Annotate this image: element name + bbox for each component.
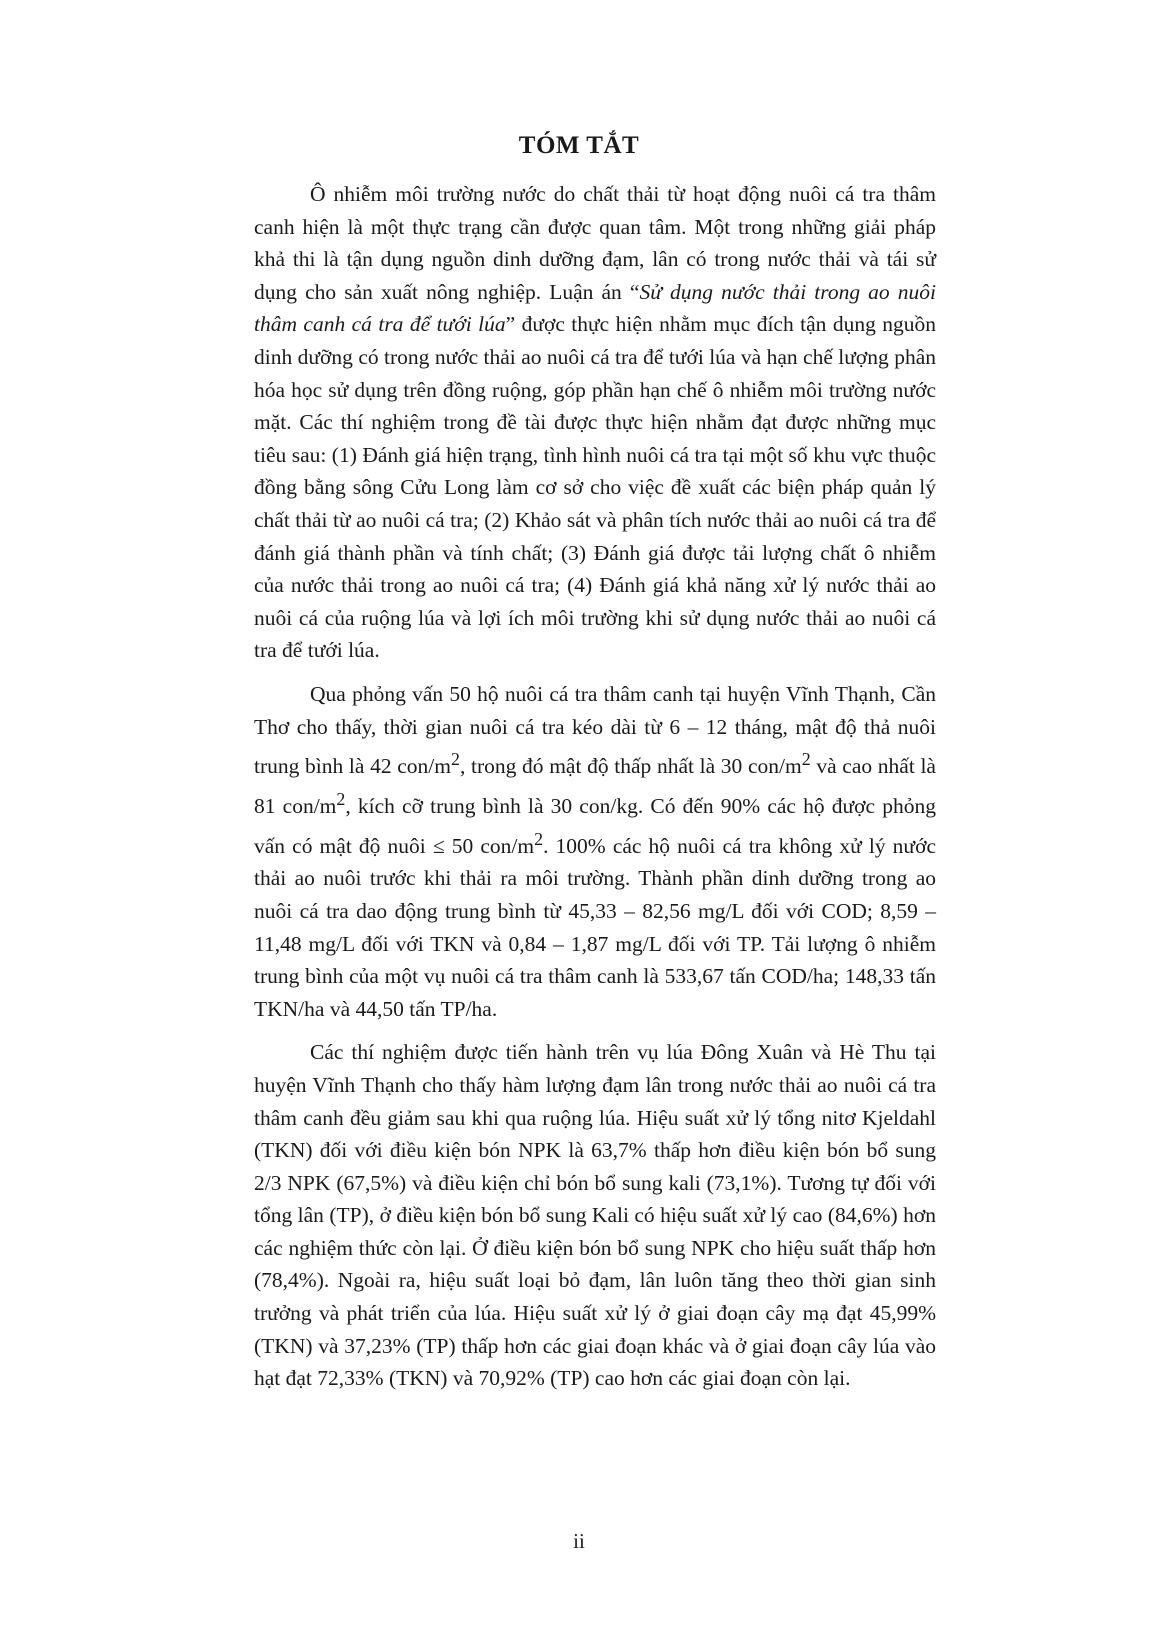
paragraph-1 [254, 178, 936, 667]
thesis-title-italic: Sử dụng nước thải trong ao nuôi thâm canh cá tra để tưới lúa [254, 279, 937, 337]
superscript: 2 [451, 749, 460, 770]
paragraph-1-text-b: ” được thực hiện nhằm mục đích tận dụng nguồn dinh dưỡng có trong nước thải ao nuôi cá tra để tưới lúa và hạn chế lượng phân hóa học sử dụng trên đồng ruộng, góp phần hạn chế ô nhiễm môi trường nước mặt. Các thí nghiệm trong đề tài được thực hiện nhằm đạt được những mục tiêu sau: (1) Đánh giá hiện trạng, tình hình nuôi cá tra tại một số khu vực thuộc đồng bằng sông Cửu Long làm cơ sở cho việc đề xuất các biện pháp quản lý chất thải từ ao nuôi cá tra; (2) Khảo sát và phân tích nước thải ao nuôi cá tra để đánh giá thành phần và tính chất; (3) Đánh giá được tải lượng chất ô nhiễm của nước thải trong ao nuôi cá tra; (4) Đánh giá khả năng xử lý nước thải ao nuôi cá của ruộng lúa và lợi ích môi trường khi sử dụng nước thải ao nuôi cá tra để tưới lúa. [254, 312, 936, 663]
superscript: 2 [336, 788, 346, 809]
superscript: 2 [801, 749, 811, 770]
summary-body [254, 178, 936, 1395]
paragraph-2-text-c: và cao nhất là 81 con/m [254, 754, 936, 818]
paragraph-2 [254, 678, 936, 1025]
paragraph-3: Các thí nghiệm được tiến hành trên vụ lúa Đông Xuân và Hè Thu tại huyện Vĩnh Thạnh cho thấy hàm lượng đạm lân trong nước thải ao nuôi cá tra thâm canh đều giảm sau khi qua ruộng lúa. Hiệu suất xử lý tổng nitơ Kjeldahl (TKN) đối với điều kiện bón NPK là 63,7% thấp hơn điều kiện bón bổ sung 2/3 NPK (67,5%) và điều kiện chỉ bón bổ sung kali (73,1%). Tương tự đối với tổng lân (TP), ở điều kiện bón bổ sung Kali có hiệu suất xử lý cao (84,6%) hơn các nghiệm thức còn lại. Ở điều kiện bón bổ sung NPK cho hiệu suất thấp hơn (78,4%). Ngoài ra, hiệu suất loại bỏ đạm, lân luôn tăng theo thời gian sinh trưởng và phát triển của lúa. Hiệu suất xử lý ở giai đoạn cây mạ đạt 45,99% (TKN) và 37,23% (TP) thấp hơn các giai đoạn khác và ở giai đoạn cây lúa vào hạt đạt 72,33% (TKN) và 70,92% (TP) cao hơn các giai đoạn còn lại. [254, 1040, 936, 1391]
page-title: TÓM TẮT [518, 132, 640, 159]
paragraph-1-text-a: Ô nhiễm môi trường nước do chất thải từ hoạt động nuôi cá tra thâm canh hiện là một thực trạng cần được quan tâm. Một trong những giải pháp khả thi là tận dụng nguồn dinh dưỡng đạm, lân có trong nước thải và tái sử dụng cho sản xuất nông nghiệp. Luận án “ [254, 182, 936, 304]
paragraph-2-text-d: , kích cỡ trung bình là 30 con/kg. Có đến 90% các hộ được phỏng vấn có mật độ nuôi ≤ 50 con/m [254, 794, 936, 858]
paragraph-2-text-e: . 100% các hộ nuôi cá tra không xử lý nước thải ao nuôi trước khi thải ra môi trường. Thành phần dinh dưỡng trong ao nuôi cá tra dao động trung bình từ 45,33 – 82,56 mg/L đối với COD; 8,59 – 11,48 mg/L đối với TKN và 0,84 – 1,87 mg/L đối với TP. Tải lượng ô nhiễm trung bình của một vụ nuôi cá tra thâm canh là 533,67 tấn COD/ha; 148,33 tấn TKN/ha và 44,50 tấn TP/ha. [254, 833, 936, 1021]
superscript: 2 [534, 828, 544, 849]
page-number: ii [573, 1529, 585, 1553]
paragraph-2-text-b: , trong đó mật độ thấp nhất là 30 con/m [459, 754, 802, 779]
paragraph-2-text-a: Qua phỏng vấn 50 hộ nuôi cá tra thâm canh tại huyện Vĩnh Thạnh, Cần Thơ cho thấy, thời gian nuôi cá tra kéo dài từ 6 – 12 tháng, mật độ thả nuôi trung bình là 42 con/m [254, 681, 936, 779]
